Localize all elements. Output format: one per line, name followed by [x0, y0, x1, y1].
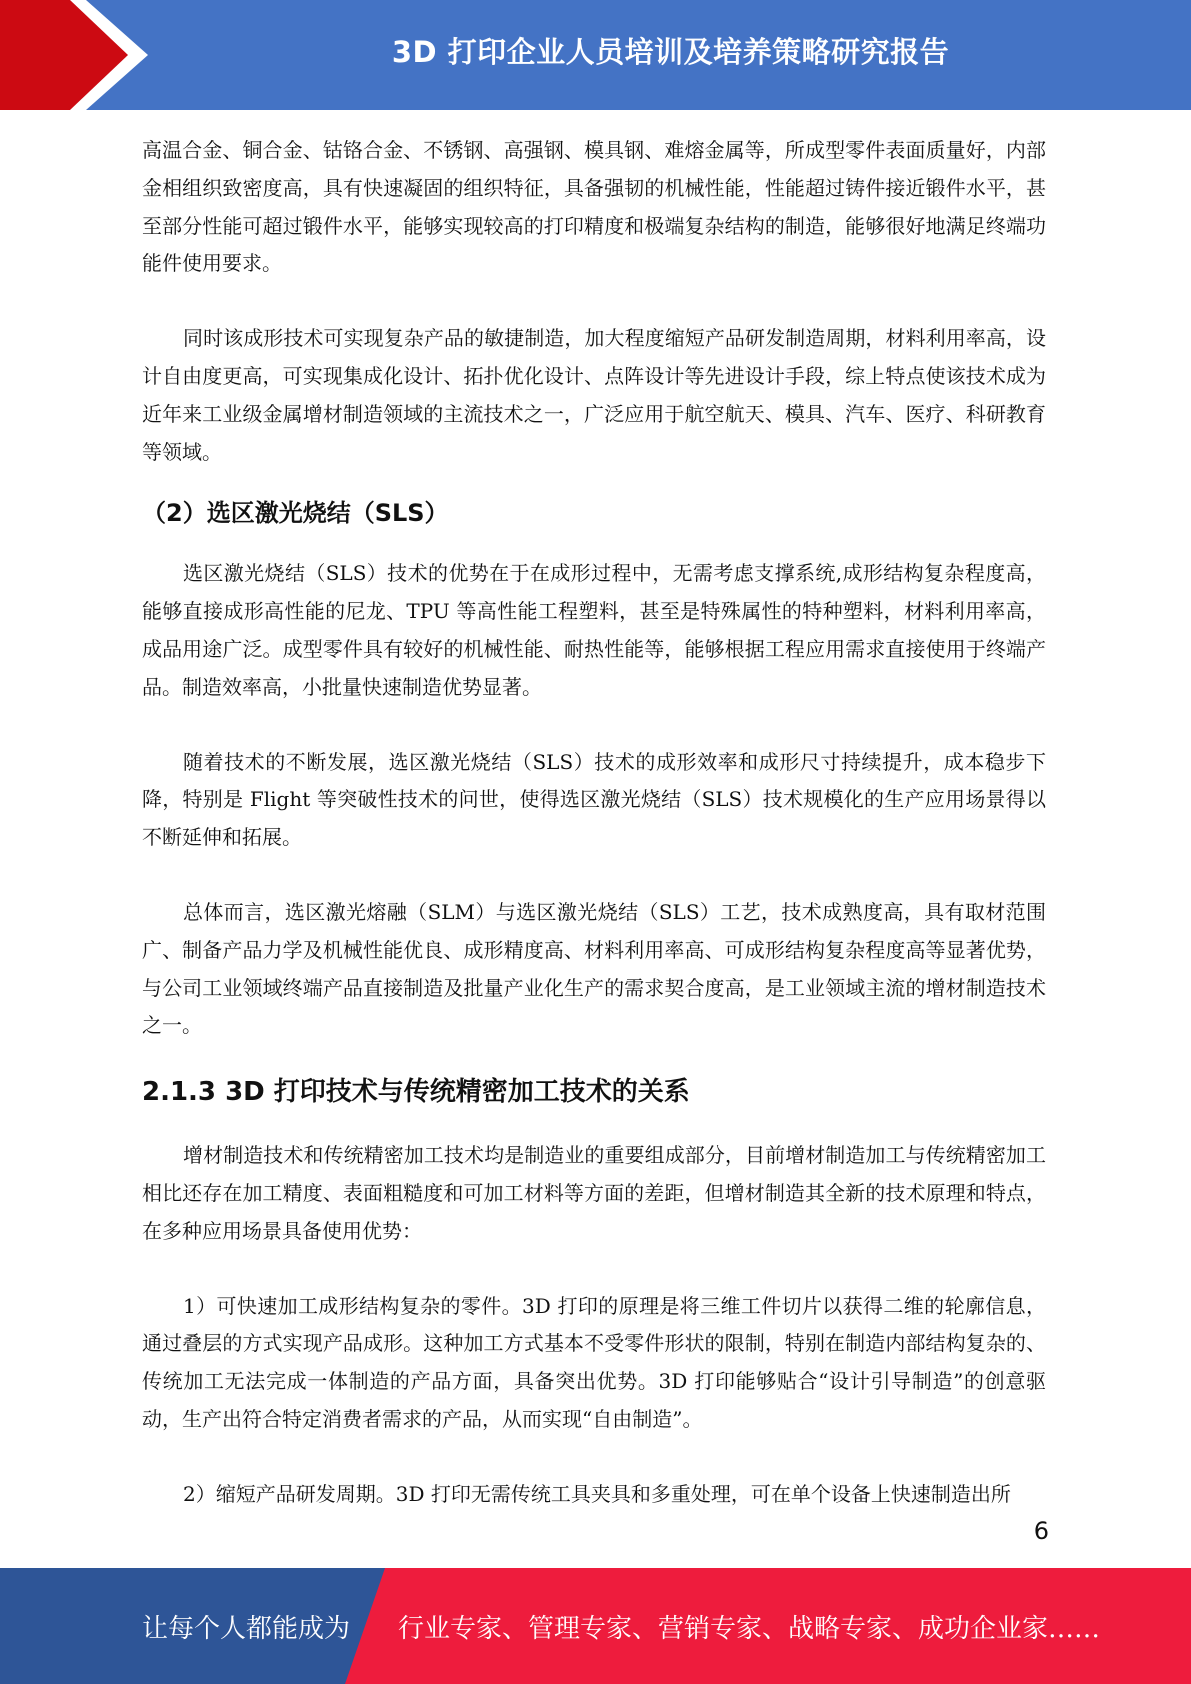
- paragraph-agile-manufacturing: 同时该成形技术可实现复杂产品的敏捷制造，加大程度缩短产品研发制造周期，材料利用率高，设计自由度更高，可实现集成化设计、拓扑优化设计、点阵设计等先进设计手段，综上特点使该技术成为近年来工业级金属增材制造领域的主流技术之一，广泛应用于航空航天、模具、汽车、医疗、科研教育等领域。: [142, 326, 1046, 464]
- footer-slogan-left: 让每个人都能成为: [142, 1613, 351, 1644]
- paragraph-point-1: 1）可快速加工成形结构复杂的零件。3D 打印的原理是将三维工件切片以获得二维的轮廓信息，通过叠层的方式实现产品成形。这种加工方式基本不受零件形状的限制，特别在制造内部结构复杂的、传统加工无法完成一体制造的产品方面，具备突出优势。3D 打印能够贴合“设计引导制造”的创意驱动，生产出符合特定消费者需求的产品，从而实现“自由制造”。: [142, 1293, 1046, 1431]
- paragraph-alloys: 高温合金、铜合金、钴铬合金、不锈钢、高强钢、模具钢、难熔金属等，所成型零件表面质量好，内部金相组织致密度高，具有快速凝固的组织特征，具备强韧的机械性能，性能超过铸件接近锻件水平，甚至部分性能可超过锻件水平，能够实现较高的打印精度和极端复杂结构的制造，能够很好地满足终端功能件使用要求。: [142, 138, 1046, 276]
- paragraph-sls-advantages: 选区激光烧结（SLS）技术的优势在于在成形过程中，无需考虑支撑系统,成形结构复杂程度高，能够直接成形高性能的尼龙、TPU 等高性能工程塑料，甚至是特殊属性的特种塑料，材料利用率高，成品用途广泛。成型零件具有较好的机械性能、耐热性能等，能够根据工程应用需求直接使用于终端产品。制造效率高，小批量快速制造优势显著。: [142, 561, 1046, 699]
- footer-slogan-right: 行业专家、管理专家、营销专家、战略专家、成功企业家……: [398, 1613, 1101, 1644]
- subheading-sls: （2）选区激光烧结（SLS）: [142, 499, 449, 528]
- paragraph-point-2: 2）缩短产品研发周期。3D 打印无需传统工具夹具和多重处理，可在单个设备上快速制造出所: [183, 1481, 1011, 1506]
- header-red-chevron-icon: [0, 0, 150, 110]
- paragraph-summary: 总体而言，选区激光熔融（SLM）与选区激光烧结（SLS）工艺，技术成熟度高，具有取材范围广、制备产品力学及机械性能优良、成形精度高、材料利用率高、可成形结构复杂程度高等显著优势，与公司工业领域终端产品直接制造及批量产业化生产的需求契合度高，是工业领域主流的增材制造技术之一。: [142, 899, 1046, 1038]
- page-footer: [0, 1568, 1191, 1684]
- report-title: 3D 打印企业人员培训及培养策略研究报告: [391, 34, 950, 69]
- paragraph-sls-development: 随着技术的不断发展，选区激光烧结（SLS）技术的成形效率和成形尺寸持续提升，成本稳步下降，特别是 Flight 等突破性技术的问世，使得选区激光烧结（SLS）技术规模化的生产应用场景得以不断延伸和拓展。: [142, 749, 1046, 850]
- page-number: 6: [1033, 1517, 1049, 1545]
- paragraph-am-vs-traditional: 增材制造技术和传统精密加工技术均是制造业的重要组成部分，目前增材制造加工与传统精密加工相比还存在加工精度、表面粗糙度和可加工材料等方面的差距，但增材制造其全新的技术原理和特点，在多种应用场景具备使用优势：: [142, 1143, 1046, 1243]
- document-body: [142, 132, 1046, 1514]
- page-header: [0, 0, 1191, 110]
- section-heading-2-1-3: 2.1.3 3D 打印技术与传统精密加工技术的关系: [142, 1077, 690, 1108]
